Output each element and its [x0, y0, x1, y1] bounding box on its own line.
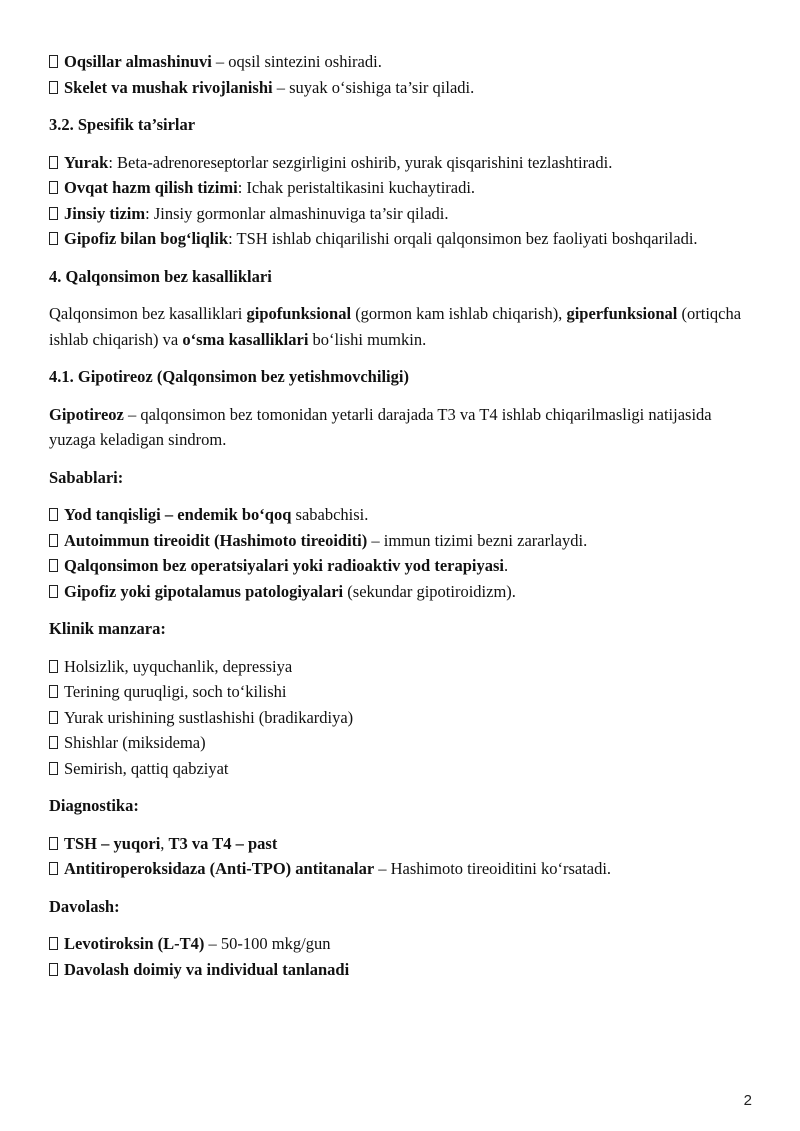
list-item: Autoimmun tireoidit (Hashimoto tireoiditi) – immun tizimi bezni zararlaydi.	[49, 528, 749, 554]
list-item: Skelet va mushak rivojlanishi – suyak o‘sishiga ta’sir qiladi.	[49, 75, 749, 101]
list-item: Jinsiy tizim: Jinsiy gormonlar almashinuviga ta’sir qiladi.	[49, 201, 749, 227]
subsection-heading: Davolash:	[49, 896, 120, 916]
missing-glyph-icon	[49, 207, 58, 220]
page-content	[49, 49, 749, 982]
missing-glyph-icon	[49, 711, 58, 724]
subsection-heading: Diagnostika:	[49, 796, 139, 815]
missing-glyph-icon	[49, 81, 58, 94]
section-heading: 4.1. Gipotireoz (Qalqonsimon bez yetishmovchiligi)	[49, 367, 409, 386]
missing-glyph-icon	[49, 963, 58, 976]
list-item: TSH – yuqori, T3 va T4 – past	[49, 831, 749, 857]
list-item: Oqsillar almashinuvi – oqsil sintezini oshiradi.	[49, 49, 749, 75]
missing-glyph-icon	[49, 937, 58, 950]
missing-glyph-icon	[49, 585, 58, 598]
list-item: Gipofiz bilan bog‘liqlik: TSH ishlab chiqarilishi orqali qalqonsimon bez faoliyati boshqariladi.	[49, 226, 749, 252]
missing-glyph-icon	[49, 508, 58, 521]
paragraph: Gipotireoz – qalqonsimon bez tomonidan yetarli darajada T3 va T4 ishlab chiqarilmasligi natijasida yuzaga keladigan sindrom.	[49, 404, 712, 449]
list-item: Yurak: Beta-adrenoreseptorlar sezgirligini oshirib, yurak qisqarishini tezlashtiradi.	[49, 150, 749, 176]
list-item: Davolash doimiy va individual tanlanadi	[49, 957, 749, 983]
missing-glyph-icon	[49, 55, 58, 68]
list-item: Semirish, qattiq qabziyat	[49, 756, 749, 782]
missing-glyph-icon	[49, 660, 58, 673]
missing-glyph-icon	[49, 736, 58, 749]
list-item: Shishlar (miksidema)	[49, 730, 749, 756]
list-item: Qalqonsimon bez operatsiyalari yoki radioaktiv yod terapiyasi.	[49, 553, 749, 579]
list-item: Holsizlik, uyquchanlik, depressiya	[49, 654, 749, 680]
missing-glyph-icon	[49, 837, 58, 850]
missing-glyph-icon	[49, 862, 58, 875]
subsection-heading: Klinik manzara:	[49, 619, 166, 638]
list-item: Antitiroperoksidaza (Anti-TPO) antitanalar – Hashimoto tireoiditini ko‘rsatadi.	[49, 856, 749, 882]
list-item: Yod tanqisligi – endemik bo‘qoq sababchisi.	[49, 502, 749, 528]
list-item: Yurak urishining sustlashishi (bradikardiya)	[49, 705, 749, 731]
subsection-heading: Sabablari:	[49, 467, 124, 487]
list-item: Gipofiz yoki gipotalamus patologiyalari (sekundar gipotiroidizm).	[49, 579, 749, 605]
list-item: Terining quruqligi, soch to‘kilishi	[49, 679, 749, 705]
missing-glyph-icon	[49, 559, 58, 572]
paragraph: Qalqonsimon bez kasalliklari gipofunksional (gormon kam ishlab chiqarish), giperfunksional (ortiqcha ishlab chiqarish) va o‘sma kasalliklari bo‘lishi mumkin.	[49, 304, 742, 349]
list-item: Ovqat hazm qilish tizimi: Ichak peristaltikasini kuchaytiradi.	[49, 175, 749, 201]
missing-glyph-icon	[49, 181, 58, 194]
page-number: 2	[743, 1092, 752, 1109]
missing-glyph-icon	[49, 685, 58, 698]
missing-glyph-icon	[49, 232, 58, 245]
missing-glyph-icon	[49, 762, 58, 775]
section-heading: 4. Qalqonsimon bez kasalliklari	[49, 266, 272, 286]
missing-glyph-icon	[49, 534, 58, 547]
section-heading: 3.2. Spesifik ta’sirlar	[49, 115, 196, 134]
missing-glyph-icon	[49, 156, 58, 169]
list-item: Levotiroksin (L-T4) – 50-100 mkg/gun	[49, 931, 749, 957]
